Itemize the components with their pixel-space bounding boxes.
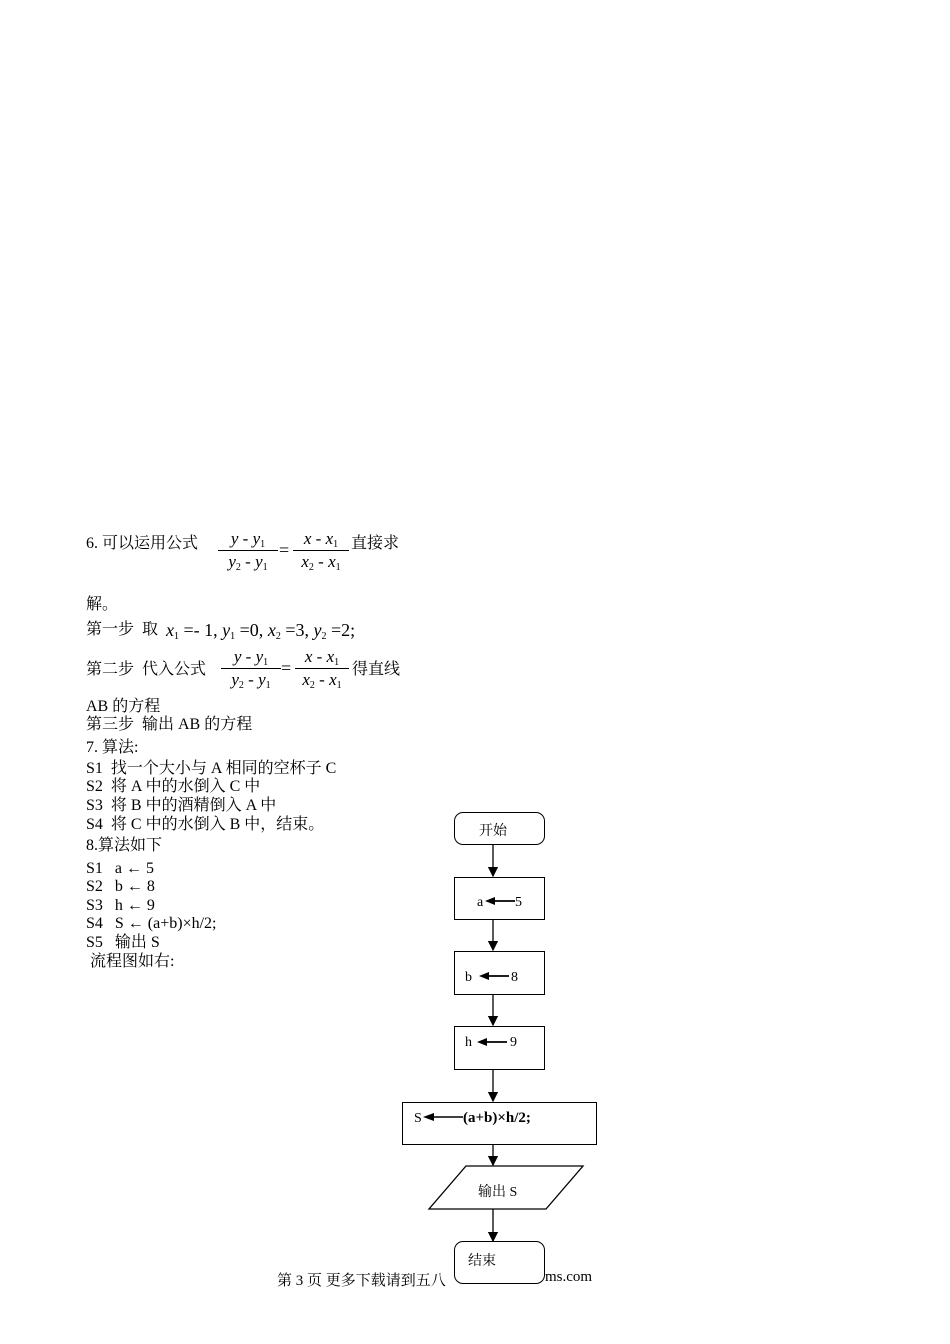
flowchart-note: 流程图如右: [86, 953, 175, 970]
section8-step: S5 输出 S [86, 934, 160, 951]
formula2-rhs-numerator: x - $x_1$ [304, 647, 340, 668]
assign-b-val: 8 [511, 970, 518, 985]
formula-rhs-denominator: $x_2 - x_1$ [301, 552, 341, 573]
section6-line2: 解。 [86, 596, 119, 613]
formula2-equals: = [281, 658, 292, 678]
end-label: 结束 [468, 1254, 496, 1269]
section8-step: S2 b ← 8 [86, 878, 155, 895]
section7-title: 7. 算法: [86, 739, 139, 756]
assign-a-val: 5 [515, 895, 522, 910]
step2-after: 得直线 [352, 661, 401, 678]
assign-h-val: 9 [510, 1035, 517, 1050]
section8-step: S4 S ← (a+b)×h/2; [86, 915, 217, 932]
section6-intro: 6. 可以运用公式 [86, 535, 199, 552]
formula2-lhs-numerator: y - $y_1$ [233, 647, 269, 668]
assign-b-var: b [465, 970, 472, 985]
section8-title: 8.算法如下 [86, 837, 163, 854]
section7-step: S1 找一个大小与 A 相同的空杯子 C [86, 760, 337, 777]
step1-label: 第一步 取 [86, 621, 159, 638]
line-ab-equation: AB 的方程 [86, 698, 161, 715]
left-arrow-icon [479, 971, 509, 981]
assign-s-expr: (a+b)×h/2; [463, 1110, 531, 1126]
flowchart-start [454, 812, 545, 845]
formula-equals: = [279, 540, 290, 560]
section7-step: S4 将 C 中的水倒入 B 中，结束。 [86, 816, 325, 833]
formula2-lhs-denominator: $y_2 - y_1$ [231, 670, 271, 691]
step2-label: 第二步 代入公式 [86, 661, 207, 678]
flowchart-assign-a [454, 877, 545, 920]
formula-lhs-denominator: $y_2 - y_1$ [228, 552, 268, 573]
flowchart-assign-s [402, 1102, 597, 1145]
step1-values: $x_1 =- 1$, $y_1 =0$, $x_2 =3$, $y_2 =2$; [166, 620, 356, 642]
section8-step: S1 a ← 5 [86, 860, 154, 877]
output-label: 输出 S [478, 1185, 518, 1200]
assign-a-var: a [477, 895, 484, 910]
flowchart-assign-b [454, 951, 545, 995]
formula-lhs-numerator: y - $y_1$ [230, 529, 266, 550]
footer-right: ms.com [545, 1269, 593, 1285]
formula2-rhs-denominator: $x_2 - x_1$ [302, 670, 342, 691]
left-arrow-icon [485, 896, 515, 906]
section7-step: S3 将 B 中的酒精倒入 A 中 [86, 797, 277, 814]
left-arrow-icon [423, 1112, 463, 1122]
flowchart-assign-h [454, 1026, 545, 1070]
section6-after-formula: 直接求 [351, 535, 400, 552]
section8-step: S3 h ← 9 [86, 897, 155, 914]
left-arrow-icon [477, 1037, 507, 1047]
step3: 第三步 输出 AB 的方程 [86, 716, 253, 733]
formula-rhs-numerator: x - $x_1$ [303, 529, 339, 550]
assign-s-var: S [414, 1111, 422, 1126]
start-label: 开始 [479, 824, 507, 839]
footer-left: 第 3 页 更多下载请到五八 [277, 1273, 446, 1289]
section7-step: S2 将 A 中的水倒入 C 中 [86, 778, 261, 795]
assign-h-var: h [465, 1035, 472, 1050]
flowchart-end [454, 1241, 545, 1284]
